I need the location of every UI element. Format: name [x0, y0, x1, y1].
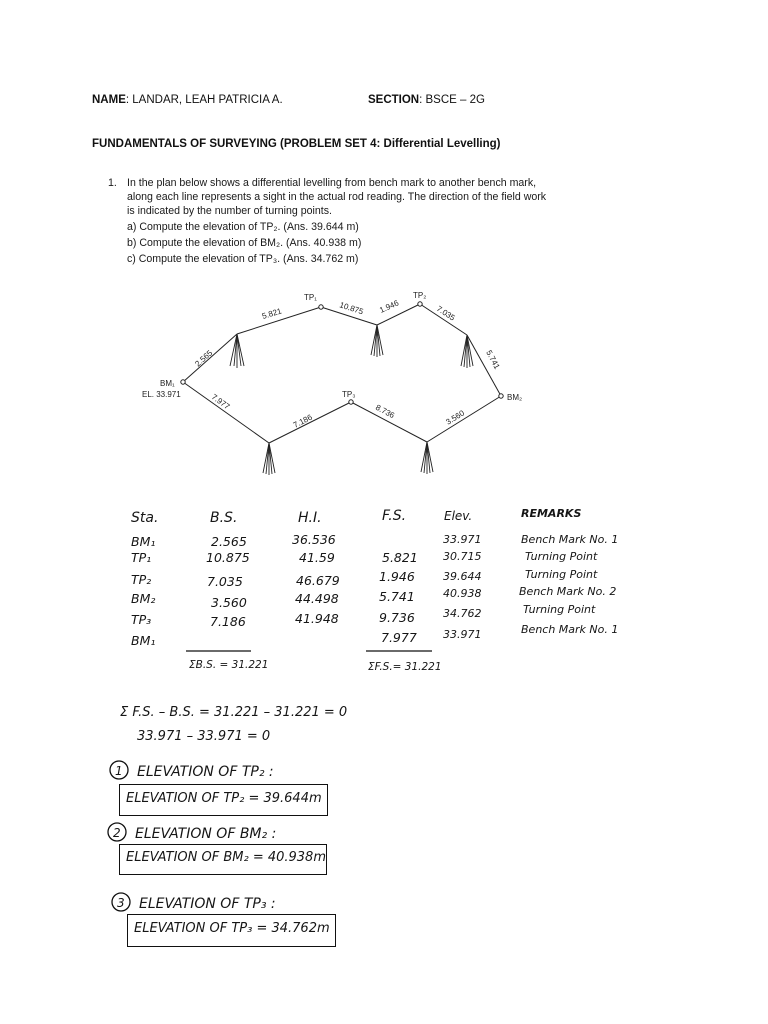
answer-box-bm2 [119, 844, 327, 875]
row2-bs: 10.875 [206, 550, 250, 565]
row1-bs: 2.565 [211, 534, 247, 549]
row3-hi: 46.679 [296, 573, 340, 588]
row4-sta: BM₂ [131, 591, 156, 606]
question-c: c) Compute the elevation of TP₃. (Ans. 34.762 m) [127, 253, 359, 265]
reading-7035: 7.035 [434, 304, 457, 323]
row3-bs: 7.035 [207, 574, 243, 589]
row5-elev: 34.762 [443, 607, 482, 620]
reading-7186: 7.186 [291, 412, 314, 430]
reading-1946: 1.946 [378, 298, 401, 315]
question-b: b) Compute the elevation of BM₂. (Ans. 40.938 m) [127, 237, 362, 249]
answer-box-tp3 [127, 914, 336, 947]
problem-line-1: In the plan below shows a differential levelling from bench mark to another bench mark, [127, 177, 537, 189]
row4-fs: 5.741 [379, 589, 415, 604]
header-remarks: REMARKS [521, 507, 582, 520]
row3-elev: 39.644 [443, 570, 482, 583]
row5-fs: 9.736 [379, 610, 415, 625]
row5-bs: 7.186 [210, 614, 246, 629]
reading-2565: 2.565 [193, 348, 215, 369]
row6-remark: Bench Mark No. 1 [521, 623, 619, 636]
step-2-number: 2 [113, 826, 121, 840]
row3-remark: Turning Point [525, 568, 598, 581]
tp3-label: TP₃ [342, 390, 356, 399]
header-elev: Elev. [444, 509, 473, 523]
row6-elev: 33.971 [443, 628, 482, 641]
step-1-number: 1 [115, 764, 123, 778]
row5-sta: TP₃ [131, 612, 152, 627]
sum-fs: ΣF.S.= 31.221 [368, 661, 442, 673]
header-sta: Sta. [131, 510, 159, 526]
answer-bm2: ELEVATION OF BM₂ = 40.938m [126, 850, 326, 865]
tp1-label: TP₁ [304, 293, 317, 302]
reading-7977: 7.977 [209, 392, 232, 412]
row1-sta: BM₁ [131, 534, 156, 549]
row1-hi: 36.536 [292, 532, 336, 547]
answer-tp2: ELEVATION OF TP₂ = 39.644m [126, 791, 322, 806]
section-label: SECTION [368, 94, 420, 106]
row2-remark: Turning Point [525, 550, 598, 563]
document-title: FUNDAMENTALS OF SURVEYING (PROBLEM SET 4: Differential Levelling) [92, 138, 501, 150]
sum-bs: ΣB.S. = 31.221 [189, 659, 269, 671]
problem-line-2: along each line represents a sight in the actual rod reading. The direction of the field work [127, 191, 547, 203]
section-value: : BSCE – 2G [419, 94, 485, 106]
name-label: NAME [92, 94, 126, 106]
bm2-label: BM₂ [507, 393, 523, 402]
question-a: a) Compute the elevation of TP₂. (Ans. 39.644 m) [127, 221, 359, 233]
row2-hi: 41.59 [299, 550, 335, 565]
row1-remark: Bench Mark No. 1 [521, 533, 619, 546]
reading-5821: 5.821 [260, 306, 283, 321]
problem-number: 1. [108, 177, 117, 189]
name-value: : LANDAR, LEAH PATRICIA A. [125, 94, 283, 106]
row2-fs: 5.821 [382, 550, 418, 565]
step-3-number: 3 [117, 896, 125, 910]
heading-elev-tp2: ELEVATION OF TP₂ : [137, 764, 274, 780]
tp2-label: TP₂ [413, 291, 427, 300]
bm1-elevation: EL. 33.971 [142, 390, 181, 399]
row4-elev: 40.938 [443, 587, 482, 600]
reading-3560: 3.560 [444, 408, 467, 427]
row2-sta: TP₁ [131, 550, 152, 565]
row3-sta: TP₂ [131, 572, 152, 587]
header-fs: F.S. [382, 508, 407, 524]
reading-5741: 5.741 [484, 348, 502, 371]
heading-elev-tp3: ELEVATION OF TP₃ : [139, 896, 276, 912]
row5-hi: 41.948 [295, 611, 339, 626]
row1-elev: 33.971 [443, 533, 482, 546]
reading-8736: 8.736 [374, 402, 396, 421]
header-bs: B.S. [210, 510, 238, 526]
row4-remark: Bench Mark No. 2 [519, 585, 617, 598]
header-hi: H.I. [298, 510, 322, 526]
heading-elev-bm2: ELEVATION OF BM₂ : [135, 826, 277, 842]
problem-line-3: is indicated by the number of turning points. [127, 205, 332, 217]
answer-box-tp2 [119, 784, 328, 816]
check-line-1: Σ F.S. – B.S. = 31.221 – 31.221 = 0 [120, 705, 348, 720]
row4-bs: 3.560 [211, 595, 247, 610]
row6-sta: BM₁ [131, 633, 156, 648]
check-line-2: 33.971 – 33.971 = 0 [137, 729, 271, 744]
reading-10875: 10.875 [338, 300, 365, 317]
answer-tp3: ELEVATION OF TP₃ = 34.762m [134, 921, 330, 936]
row5-remark: Turning Point [523, 603, 596, 616]
bm1-label: BM₁ [160, 379, 175, 388]
row2-elev: 30.715 [443, 550, 482, 563]
row4-hi: 44.498 [295, 591, 339, 606]
row3-fs: 1.946 [379, 569, 415, 584]
row6-fs: 7.977 [381, 630, 417, 645]
